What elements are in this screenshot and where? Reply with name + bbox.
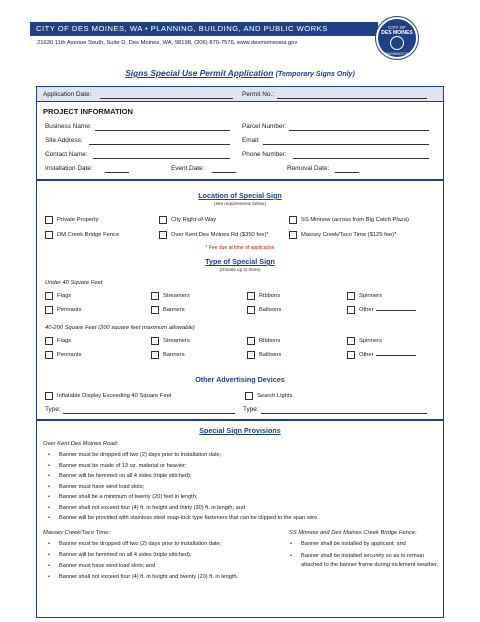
- checkbox-label: Streamers: [163, 338, 190, 344]
- checkbox-box[interactable]: [151, 306, 159, 314]
- type-field-2[interactable]: [261, 413, 427, 414]
- g1-other-checkbox[interactable]: [347, 306, 416, 314]
- checkbox-box[interactable]: [347, 292, 355, 300]
- g1-ribbons-checkbox[interactable]: [247, 292, 280, 300]
- location-massey-creek-checkbox[interactable]: [289, 231, 396, 239]
- other-type-field[interactable]: [376, 310, 416, 311]
- g1-spinners-checkbox[interactable]: [347, 292, 382, 300]
- g2-balloons-checkbox[interactable]: [247, 351, 281, 359]
- checkbox-label: City Right-of-Way: [171, 217, 217, 223]
- checkbox-label: Banners: [163, 352, 185, 358]
- checkbox-label: Search Lights: [257, 393, 293, 399]
- type-field-1[interactable]: [63, 413, 235, 414]
- checkbox-box[interactable]: [151, 351, 159, 359]
- checkbox-label: Banners: [163, 307, 185, 313]
- g1-pennants-checkbox[interactable]: [45, 306, 82, 314]
- contact-name-field[interactable]: [93, 158, 230, 159]
- checkbox-box[interactable]: [247, 306, 255, 314]
- massey-label: Massey Creek/Taco Time:: [43, 530, 111, 536]
- g2-pennants-checkbox[interactable]: [45, 351, 82, 359]
- email-field[interactable]: [263, 144, 429, 145]
- checkbox-label: Flags: [57, 338, 72, 344]
- project-info-heading: PROJECT INFORMATION: [43, 107, 133, 116]
- checkbox-box[interactable]: [45, 351, 53, 359]
- checkbox-label: Inflatable Display Exceeding 40 Square Feet: [57, 393, 172, 399]
- location-city-row-checkbox[interactable]: [159, 216, 216, 224]
- g1-balloons-checkbox[interactable]: [247, 306, 281, 314]
- city-seal-logo: [376, 17, 418, 59]
- form-title-main: Signs Special Use Permit Application: [125, 68, 274, 78]
- installation-date-label: Installation Date:: [45, 165, 93, 172]
- checkbox-box[interactable]: [45, 231, 53, 239]
- seal-name-text: DES MOINES: [381, 30, 413, 36]
- g1-flags-checkbox[interactable]: [45, 292, 71, 300]
- checkbox-box[interactable]: [45, 392, 53, 400]
- top-fields-band: [37, 87, 443, 102]
- checkbox-label: Other: [359, 307, 374, 313]
- email-label: Email:: [242, 137, 260, 144]
- removal-date-field[interactable]: [335, 172, 359, 173]
- type-label-1: Type:: [45, 406, 61, 413]
- checkbox-label: Spinners: [359, 338, 382, 344]
- section-divider: [37, 419, 443, 421]
- business-name-label: Business Name:: [45, 123, 92, 130]
- kent-item: • Banner must have wind load slots;: [59, 484, 144, 490]
- kent-item: • Banner shall not exceed four (4) ft. in height and thirty (30) ft. in length; and: [59, 505, 245, 511]
- g2-banners-checkbox[interactable]: [151, 351, 185, 359]
- kent-item: • Banner must be made of 13 oz. material or heavier;: [59, 463, 186, 469]
- event-date-label: Event Date:: [171, 165, 205, 172]
- section-divider: [37, 179, 443, 181]
- checkbox-label: Balloons: [259, 352, 282, 358]
- checkbox-label: Ribbons: [259, 338, 281, 344]
- checkbox-label: Ribbons: [259, 293, 281, 299]
- other-type-field[interactable]: [376, 355, 416, 356]
- kent-item: • Banner must be dropped off two (2) days prior to installation date;: [59, 452, 221, 458]
- checkbox-label: Balloons: [259, 307, 282, 313]
- parcel-number-label: Parcel Number:: [242, 123, 287, 130]
- checkbox-label: Streamers: [163, 293, 190, 299]
- application-date-field[interactable]: [100, 98, 233, 99]
- removal-date-label: Removal Date:: [287, 165, 330, 172]
- checkbox-box[interactable]: [347, 337, 355, 345]
- massey-item: • Banner must have wind load slots; and: [59, 563, 155, 569]
- checkbox-box[interactable]: [247, 351, 255, 359]
- permit-no-label: Permit No.:: [242, 91, 274, 98]
- g2-flags-checkbox[interactable]: [45, 337, 71, 345]
- checkbox-label: Spinners: [359, 293, 382, 299]
- massey-item: • Banner must be dropped off two (2) days prior to installation date;: [59, 541, 221, 547]
- type-title: Type of Special Sign: [205, 257, 275, 266]
- kent-label: Over Kent Des Moines Road:: [43, 441, 119, 447]
- minnow-label: SS Minnow and Des Moines Creek Bridge Fence:: [289, 530, 417, 536]
- parcel-number-field[interactable]: [289, 130, 429, 131]
- other-ads-title: Other Advertising Devices: [195, 375, 285, 384]
- checkbox-label: Pennants: [57, 307, 82, 313]
- contact-name-label: Contact Name:: [45, 151, 88, 158]
- checkbox-box[interactable]: [247, 292, 255, 300]
- location-ss-minnow-checkbox[interactable]: [289, 216, 409, 224]
- massey-item: • Banner will be hemmed on all 4 sides (triple stitched);: [59, 552, 191, 558]
- kent-item: • Banner will be provided with stainless steel snap-lock type fasteners that can be clipped to the span wire.: [59, 515, 319, 521]
- massey-item: • Banner shall not exceed four (4) ft. in height and twenty (20) ft. in length.: [59, 574, 238, 580]
- under-40-label: Under 40 Square Feet: [45, 280, 103, 286]
- site-address-label: Site Address:: [45, 137, 83, 144]
- permit-no-field[interactable]: [277, 98, 427, 99]
- site-address-field[interactable]: [89, 144, 230, 145]
- checkbox-box[interactable]: [151, 337, 159, 345]
- checkbox-box[interactable]: [247, 337, 255, 345]
- checkbox-label: Private Property: [57, 217, 99, 223]
- minnow-item: • Banner shall be installed securely so as to remain attached to the banner frame during inclement weather.: [301, 552, 441, 569]
- g1-streamers-checkbox[interactable]: [151, 292, 190, 300]
- checkbox-label: Flags: [57, 293, 72, 299]
- g2-spinners-checkbox[interactable]: [347, 337, 382, 345]
- g1-banners-checkbox[interactable]: [151, 306, 185, 314]
- fee-note: * Fee due at time of application: [205, 245, 275, 251]
- checkbox-box[interactable]: [289, 231, 297, 239]
- location-dm-creek-checkbox[interactable]: [45, 231, 119, 239]
- provisions-title: Special Sign Provisions: [199, 426, 281, 435]
- checkbox-label: Massey Creek/Taco Time ($125 fee)*: [301, 232, 397, 238]
- form-title: [0, 68, 480, 78]
- type-subtitle: (choose up to three): [219, 267, 261, 272]
- seal-bottom-text: WASHINGTON: [384, 52, 410, 56]
- checkbox-box[interactable]: [45, 337, 53, 345]
- kent-item: • Banner shall be a minimum of twenty (20) feet in length;: [59, 494, 197, 500]
- event-date-field[interactable]: [212, 172, 236, 173]
- g2-streamers-checkbox[interactable]: [151, 337, 190, 345]
- checkbox-box[interactable]: [45, 292, 53, 300]
- type-label-2: Type:: [243, 406, 259, 413]
- checkbox-box[interactable]: [45, 306, 53, 314]
- checkbox-box[interactable]: [245, 392, 253, 400]
- search-lights-checkbox[interactable]: [245, 392, 292, 400]
- location-private-property-checkbox[interactable]: [45, 216, 99, 224]
- form-title-sub: (Temporary Signs Only): [275, 71, 355, 78]
- g2-other-checkbox[interactable]: [347, 351, 416, 359]
- g2-ribbons-checkbox[interactable]: [247, 337, 280, 345]
- business-name-field[interactable]: [95, 130, 230, 131]
- checkbox-box[interactable]: [159, 216, 167, 224]
- header-banner: CITY OF DES MOINES, WA • PLANNING, BUILDING, AND PUBLIC WORKS: [30, 22, 378, 36]
- application-date-label: Application Date:: [43, 91, 92, 98]
- 40-200-label: 40-200 Square Feet (200 square feet maximum allowable): [45, 325, 195, 331]
- inflatable-display-checkbox[interactable]: [45, 392, 171, 400]
- checkbox-label: SS Minnow (across from Big Catch Plaza): [301, 217, 409, 223]
- seal-top-text: CITY OF: [388, 25, 406, 30]
- seal-emblem-icon: [390, 36, 404, 50]
- checkbox-box[interactable]: [151, 292, 159, 300]
- checkbox-box[interactable]: [159, 231, 167, 239]
- checkbox-label: Over Kent Des Moines Rd ($350 fee)*: [171, 232, 269, 238]
- location-subtitle: (see requirements below): [214, 201, 266, 206]
- application-form: [36, 86, 444, 618]
- location-title: Location of Special Sign: [198, 191, 282, 200]
- minnow-item: • Banner shall be installed by applicant; and: [301, 541, 406, 547]
- checkbox-box[interactable]: [347, 306, 355, 314]
- installation-date-field[interactable]: [105, 172, 129, 173]
- checkbox-box[interactable]: [289, 216, 297, 224]
- phone-number-field[interactable]: [293, 158, 429, 159]
- kent-item: • Banner will be hemmed on all 4 sides (triple stitched);: [59, 473, 191, 479]
- checkbox-box[interactable]: [45, 216, 53, 224]
- checkbox-box[interactable]: [347, 351, 355, 359]
- checkbox-label: DM Creek Bridge Fence: [57, 232, 120, 238]
- checkbox-label: Other: [359, 352, 374, 358]
- checkbox-label: Pennants: [57, 352, 82, 358]
- header-address: 21630 11th Avenue South, Suite D, Des Moines, WA, 98198, (206) 870-7576, www.desmoineswa.gov: [37, 40, 298, 46]
- location-kent-des-moines-checkbox[interactable]: [159, 231, 269, 239]
- phone-number-label: Phone Number:: [242, 151, 287, 158]
